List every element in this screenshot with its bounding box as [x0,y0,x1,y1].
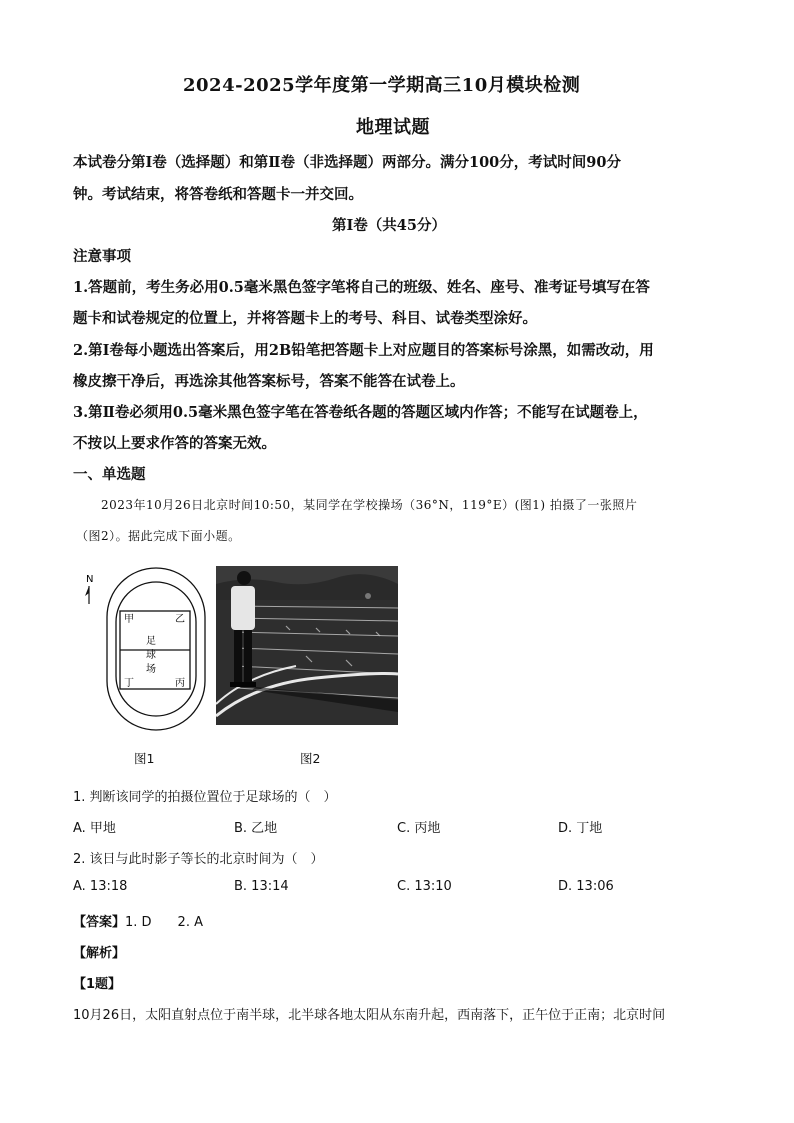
part-heading: 一、单选题 [73,466,146,483]
figure-1-track-diagram [80,562,210,734]
field-label-chang: 场 [146,664,156,675]
answer-label: 【答案】 [73,915,126,930]
corner-yi: 乙 [175,614,185,625]
notes-heading: 注意事项 [73,248,131,265]
section-title: 第Ⅰ卷（共45分） [332,217,446,234]
note-1-line-2: 题卡和试卷规定的位置上，并将答题卡上的考号、科目、试卷类型涂好。 [73,310,537,327]
analysis-label: 【解析】 [73,946,126,961]
stem-line-2: （图2）。据此完成下面小题。 [76,529,241,543]
q1-option-b: B. 乙地 [234,821,278,836]
field-label-qiu: 球 [146,650,156,661]
answer-value: 1. D 2. A [125,915,203,930]
answer-row [73,911,203,930]
note-3-line-1: 3.第Ⅱ卷必须用0.5毫米黑色签字笔在答卷纸各题的答题区域内作答；不能写在试题卷上， [73,404,648,421]
q1-option-a: A. 甲地 [73,821,116,836]
corner-bing: 丙 [175,678,185,689]
q2-option-b: B. 13:14 [234,879,289,894]
question-2: 2. 该日与此时影子等长的北京时间为（ ） [73,852,324,867]
note-2-line-1: 2.第Ⅰ卷每小题选出答案后，用2B铅笔把答题卡上对应题目的答案标号涂黑，如需改动，用 [73,342,654,359]
q2-option-c: C. 13:10 [397,879,452,894]
corner-ding: 丁 [124,678,134,689]
north-label: N [86,574,94,585]
figure-2-caption: 图2 [300,751,321,766]
q1-option-c: C. 丙地 [397,821,441,836]
sub-question-1-label: 【1题】 [73,977,122,992]
note-3-line-2: 不按以上要求作答的答案无效。 [73,435,276,452]
exam-subject: 地理试题 [356,117,430,138]
q1-option-d: D. 丁地 [558,821,603,836]
exam-title: 2024-2025学年度第一学期高三10月模块检测 [183,75,581,96]
q2-option-a: A. 13:18 [73,879,128,894]
question-1: 1. 判断该同学的拍摄位置位于足球场的（ ） [73,790,337,805]
north-arrow-icon [85,574,93,604]
intro-line-2: 钟。考试结束，将答卷纸和答题卡一并交回。 [73,186,363,203]
field-label-zu: 足 [146,636,156,647]
note-2-line-2: 橡皮擦干净后，再选涂其他答案标号，答案不能答在试卷上。 [73,373,465,390]
intro-line-1: 本试卷分第Ⅰ卷（选择题）和第Ⅱ卷（非选择题）两部分。满分100分，考试时间90分 [73,154,621,171]
note-1-line-1: 1.答题前，考生务必用0.5毫米黑色签字笔将自己的班级、姓名、座号、准考证号填写在答 [73,279,650,296]
figure-2-photo [216,566,398,725]
corner-jia: 甲 [124,614,134,625]
q2-option-d: D. 13:06 [558,879,614,894]
explanation-line: 10月26日，太阳直射点位于南半球，北半球各地太阳从东南升起，西南落下，正午位于正南；北京时间 [73,1008,666,1023]
stem-line-1: 2023年10月26日北京时间10:50，某同学在学校操场（36°N，119°E）(图1) 拍摄了一张照片 [101,498,638,512]
figure-1-caption: 图1 [134,751,155,766]
